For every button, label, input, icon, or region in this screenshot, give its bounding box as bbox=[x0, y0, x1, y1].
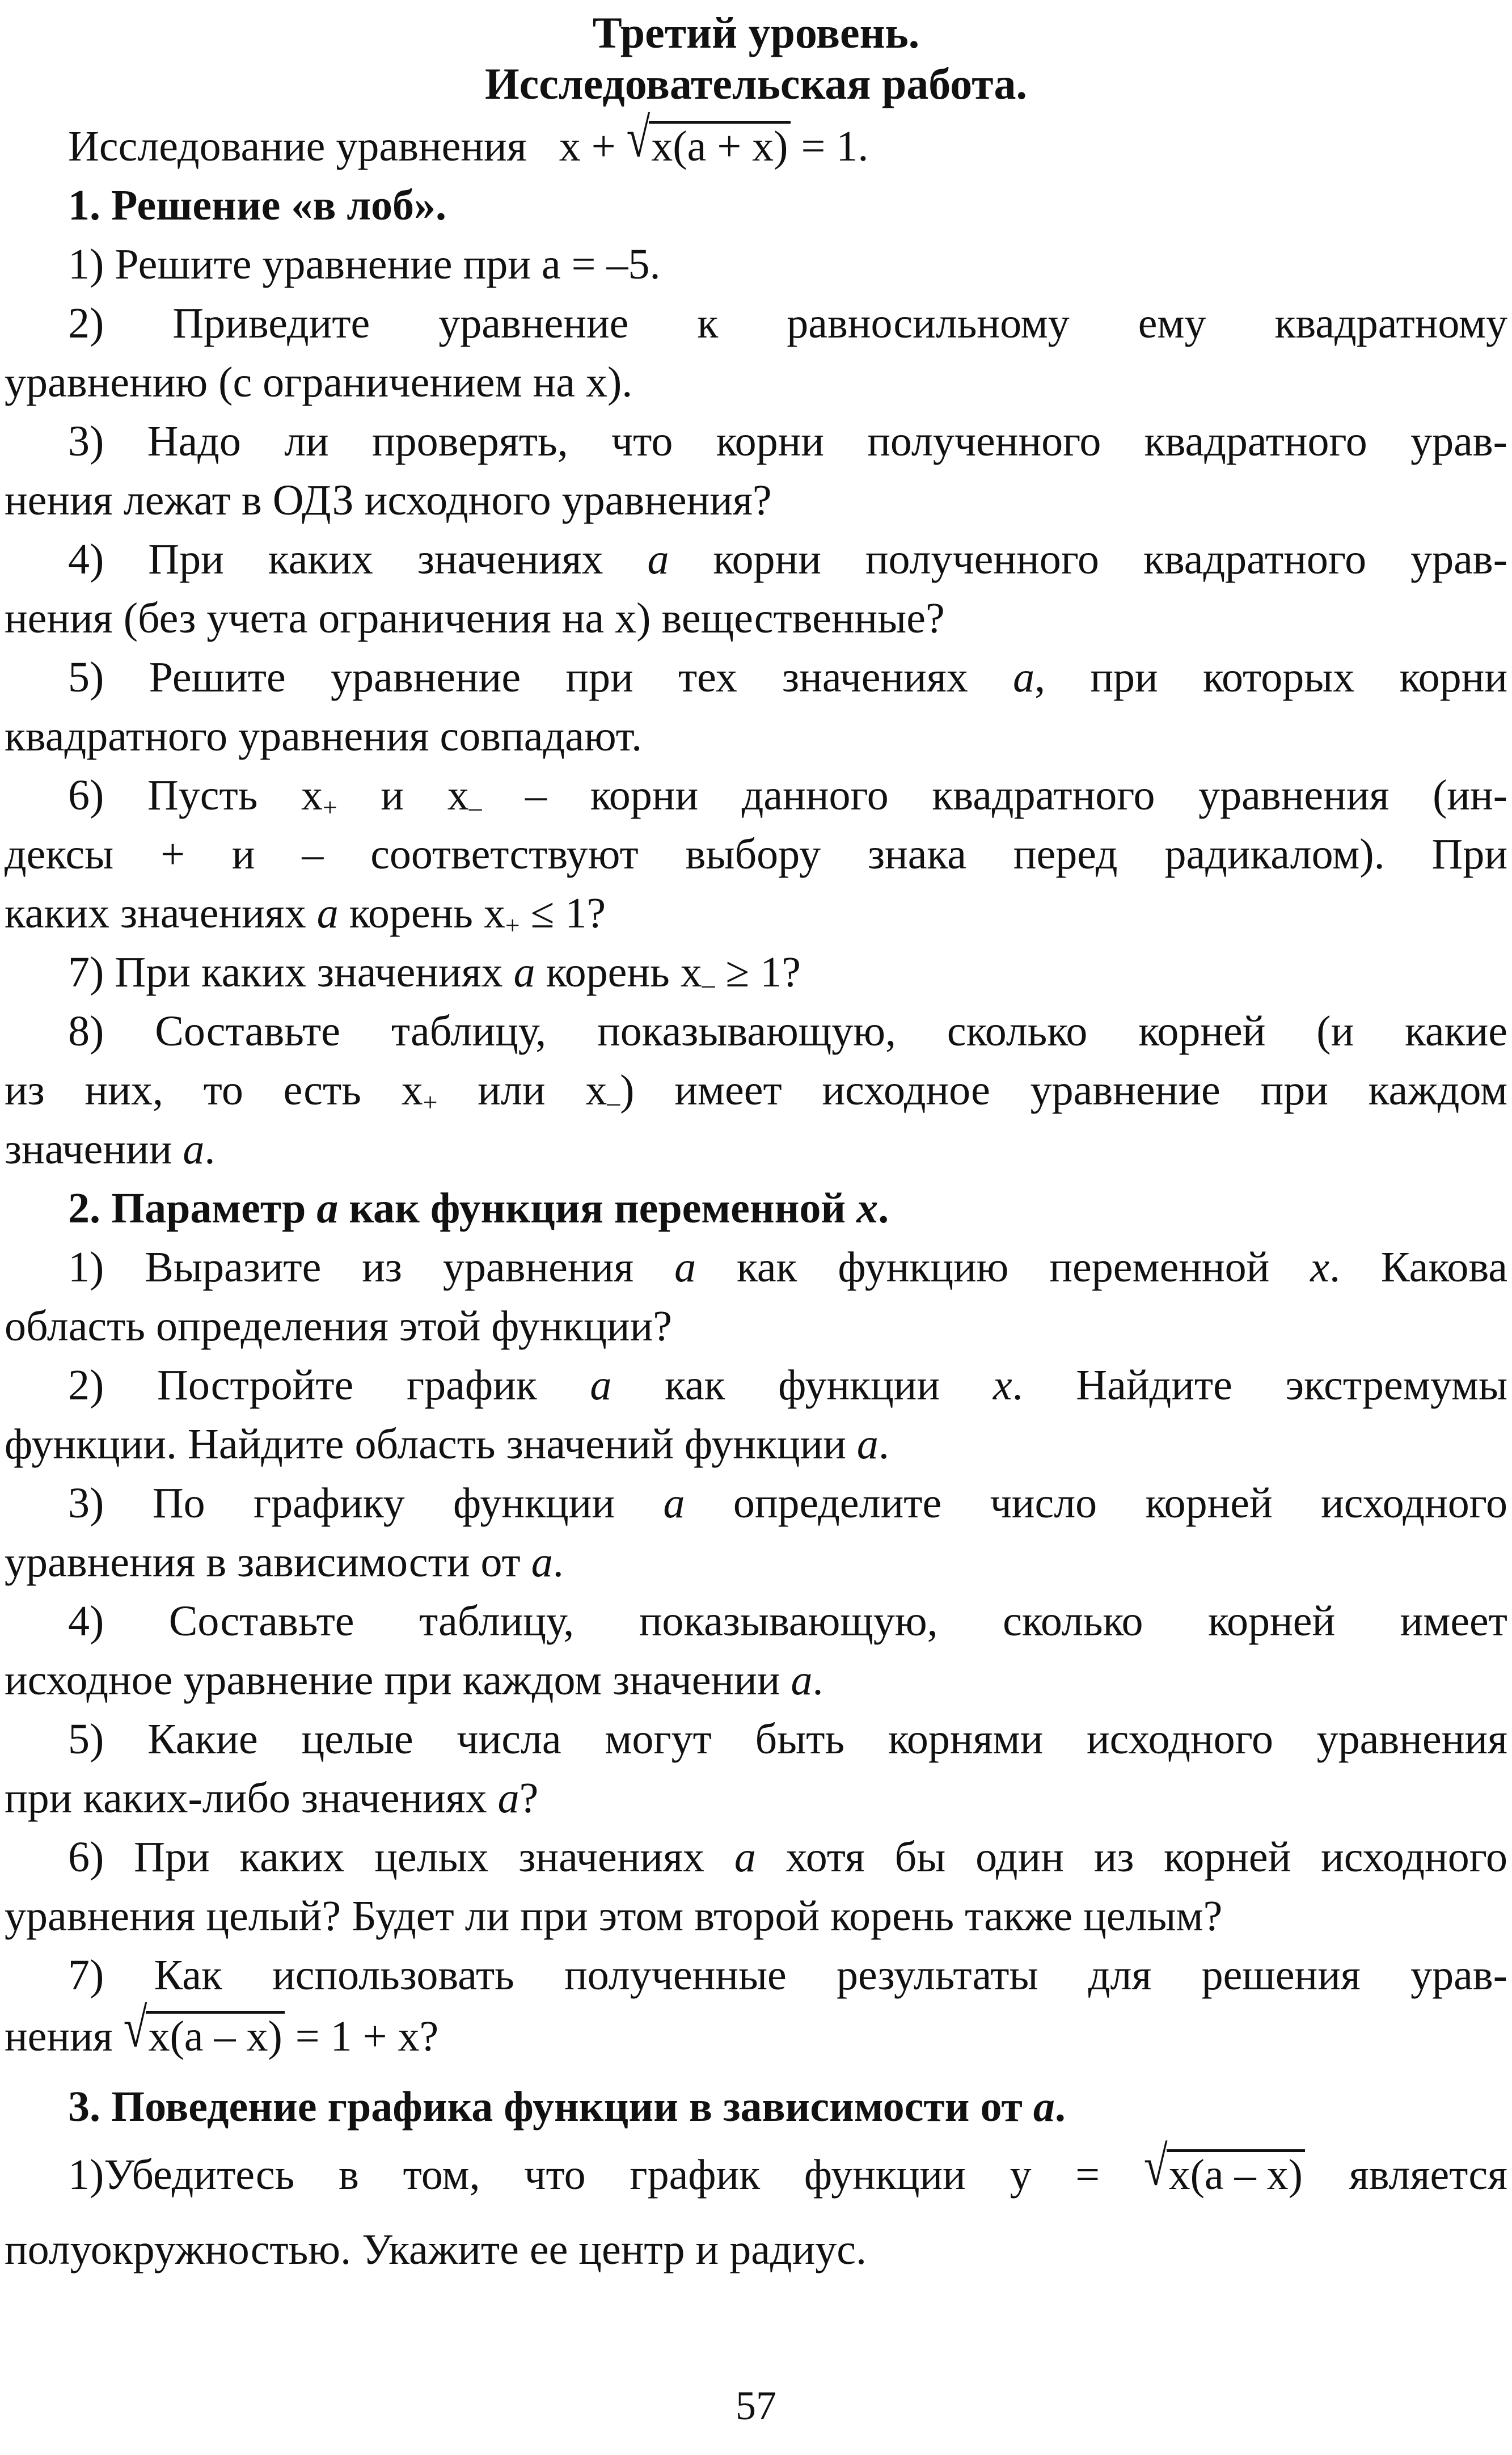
page-title: Третий уровень. bbox=[592, 8, 920, 57]
x-plus: $x_+$ bbox=[483, 889, 520, 940]
radical-sign: √ bbox=[123, 1997, 147, 2059]
var-x: x bbox=[992, 1361, 1012, 1409]
period: . bbox=[204, 1125, 216, 1173]
s1-q5-line1 bbox=[68, 649, 1507, 706]
s2-q6-line2: уравнения целый? Будет ли при этом второй корень также целым? bbox=[5, 1892, 1223, 1940]
s2-q3-line1 bbox=[68, 1475, 1507, 1532]
s2-q2-line2 bbox=[5, 1416, 1507, 1473]
text-segment: ) имеет исходное уравнение при каждом bbox=[620, 1066, 1508, 1114]
s2-q4-line2 bbox=[5, 1652, 1507, 1709]
var-a: a bbox=[674, 1243, 696, 1291]
text-segment: каких значениях bbox=[5, 889, 306, 937]
x-minus: $x_-$ bbox=[585, 1066, 620, 1117]
text-segment: значении bbox=[5, 1125, 172, 1173]
intro-radicand: x(a + x) bbox=[649, 121, 790, 169]
text-segment: 6) При каких целых значениях bbox=[68, 1833, 705, 1881]
text-segment: исходное уравнение при каждом значении bbox=[5, 1656, 780, 1704]
s1-q4-line2: нения (без учета ограничения на x) вещественные? bbox=[5, 594, 945, 642]
text-segment: как функция переменной bbox=[349, 1184, 846, 1232]
text-segment: = 1 + x? bbox=[295, 2013, 439, 2060]
text-segment: 1)Убедитесь в том, что график функции y = bbox=[68, 2151, 1100, 2199]
text-segment: 4) При каких значениях bbox=[68, 535, 603, 583]
s2-q1-line1 bbox=[68, 1239, 1507, 1296]
intro-text: Исследование уравнения bbox=[68, 123, 527, 170]
text-segment: хотя бы один из корней исходного bbox=[785, 1833, 1508, 1881]
text-segment: 6) Пусть bbox=[68, 771, 258, 819]
s1-q2-line1: 2) Приведите уравнение к равносильному ему квадратному bbox=[68, 300, 1507, 347]
s1-q5-line2: квадратного уравнения совпадают. bbox=[5, 712, 643, 760]
radical-group bbox=[1143, 2135, 1305, 2199]
period: . bbox=[552, 1538, 564, 1586]
var-a: a bbox=[513, 948, 535, 996]
var-a: a bbox=[734, 1833, 756, 1881]
text-segment: уравнения в зависимости от bbox=[5, 1538, 521, 1586]
section2-heading bbox=[68, 1180, 1507, 1237]
var-a: a bbox=[1013, 653, 1035, 701]
text-segment: 1) Выразите из уравнения bbox=[68, 1243, 634, 1291]
text-segment: 3. Поведение графика функции в зависимости от bbox=[68, 2083, 1023, 2131]
s2-q3-line2 bbox=[5, 1534, 1507, 1591]
text-segment: 2) Постройте график bbox=[68, 1361, 537, 1409]
radical-sign: √ bbox=[1143, 2135, 1168, 2197]
s2-q1-line2: область определения этой функции? bbox=[5, 1302, 672, 1350]
var-a: a bbox=[856, 1420, 879, 1468]
intro-eq-lhs: x + bbox=[559, 123, 616, 170]
text-segment: 5) Решите уравнение при тех значениях bbox=[68, 653, 968, 701]
var-group bbox=[993, 1361, 1507, 1409]
text-segment: 7) При каких значениях bbox=[68, 948, 503, 996]
s1-q8-line1: 8) Составьте таблицу, показывающую, сколько корней (и какие bbox=[68, 1007, 1507, 1055]
s3-q1-line1 bbox=[68, 2135, 1508, 2203]
x-plus: $x_+$ bbox=[401, 1066, 438, 1117]
s1-q2-line2: уравнению (с ограничением на x). bbox=[5, 358, 633, 406]
text-segment: 2. Параметр bbox=[68, 1184, 306, 1232]
page-subtitle: Исследовательская работа. bbox=[485, 59, 1027, 108]
text-segment: или bbox=[478, 1066, 546, 1114]
var-a: a bbox=[183, 1125, 205, 1173]
var-x: x bbox=[1310, 1243, 1330, 1291]
text-segment: ≥ 1? bbox=[725, 948, 801, 996]
var-a: a bbox=[663, 1479, 685, 1527]
text-segment: корни полученного квадратного урав- bbox=[713, 535, 1507, 583]
var-a: a bbox=[316, 889, 339, 937]
s1-q6-line2: дексы + и – соответствуют выбору знака перед радикалом). При bbox=[5, 830, 1507, 878]
radical-sign: √ bbox=[626, 107, 651, 169]
var-a: a bbox=[531, 1538, 553, 1586]
var-a: a bbox=[1033, 2083, 1055, 2131]
s1-q3-line2: нения лежат в ОДЗ исходного уравнения? bbox=[5, 476, 772, 524]
s2-q4-line1: 4) Составьте таблицу, показывающую, сколько корней имеет bbox=[68, 1597, 1507, 1645]
text-segment: определите число корней исходного bbox=[733, 1479, 1508, 1527]
question-mark: ? bbox=[519, 1774, 539, 1822]
text-segment: является bbox=[1349, 2151, 1508, 2199]
period: . bbox=[1054, 2083, 1066, 2131]
period: . bbox=[878, 1420, 889, 1468]
s2-q7-line1: 7) Как использовать полученные результаты для решения урав- bbox=[68, 1951, 1507, 1999]
text-segment: . Какова bbox=[1329, 1243, 1508, 1291]
x-minus: $x_-$ bbox=[447, 771, 482, 822]
s2-q5-line2 bbox=[5, 1770, 1507, 1827]
s2-q5-line1: 5) Какие целые числа могут быть корнями исходного уравнения bbox=[68, 1715, 1507, 1763]
text-segment: ≤ 1? bbox=[530, 889, 606, 937]
intro-line bbox=[68, 107, 1507, 175]
var-group bbox=[1310, 1243, 1507, 1291]
x-plus: $x_+$ bbox=[301, 771, 337, 822]
s2-q7-line2 bbox=[5, 1997, 1507, 2065]
x-minus: $x_-$ bbox=[680, 948, 715, 999]
radicand: x(a – x) bbox=[1167, 2149, 1305, 2197]
intro-eq-rhs: = 1. bbox=[801, 123, 869, 170]
text-segment: 3) По графику функции bbox=[68, 1479, 615, 1527]
text-segment: и bbox=[381, 771, 404, 819]
text-segment: корень bbox=[349, 889, 473, 937]
text-segment: нения bbox=[5, 2013, 113, 2060]
page-number: 57 bbox=[736, 2383, 776, 2428]
s2-q2-line1 bbox=[68, 1357, 1507, 1414]
var-a: a bbox=[647, 535, 669, 583]
text-segment: как функцию переменной bbox=[737, 1243, 1270, 1291]
var-a: a bbox=[590, 1361, 612, 1409]
text-segment: функции. Найдите область значений функции bbox=[5, 1420, 846, 1468]
text-segment: как функции bbox=[665, 1361, 940, 1409]
var-a: a bbox=[316, 1184, 339, 1232]
text-segment: . Найдите экстремумы bbox=[1012, 1361, 1508, 1409]
text-segment: из них, то есть bbox=[5, 1066, 361, 1114]
section3-heading bbox=[68, 2078, 1507, 2135]
s2-q6-line1 bbox=[68, 1829, 1507, 1885]
var-group bbox=[1013, 653, 1507, 701]
s1-q3-line1: 3) Надо ли проверять, что корни полученного квадратного урав- bbox=[68, 417, 1507, 465]
radicand: x(a – x) bbox=[146, 2011, 284, 2059]
s1-q1: 1) Решите уравнение при a = –5. bbox=[68, 241, 661, 288]
period: . bbox=[812, 1656, 823, 1704]
s1-q4-line1 bbox=[68, 531, 1507, 588]
var-a: a bbox=[497, 1774, 520, 1822]
text-segment: корень bbox=[546, 948, 670, 996]
text-segment: – корни данного квадратного уравнения (ин- bbox=[525, 771, 1508, 819]
var-a: a bbox=[791, 1656, 813, 1704]
s1-q8-line3 bbox=[5, 1121, 1507, 1178]
var-x: x bbox=[856, 1184, 879, 1232]
section1-heading: 1. Решение «в лоб». bbox=[68, 182, 447, 229]
period: . bbox=[878, 1184, 889, 1232]
text-segment: при каких-либо значениях bbox=[5, 1774, 487, 1822]
text-segment: , при которых корни bbox=[1034, 653, 1508, 701]
s3-q1-line2: полуокружностью. Укажите ее центр и радиус. bbox=[5, 2226, 867, 2273]
